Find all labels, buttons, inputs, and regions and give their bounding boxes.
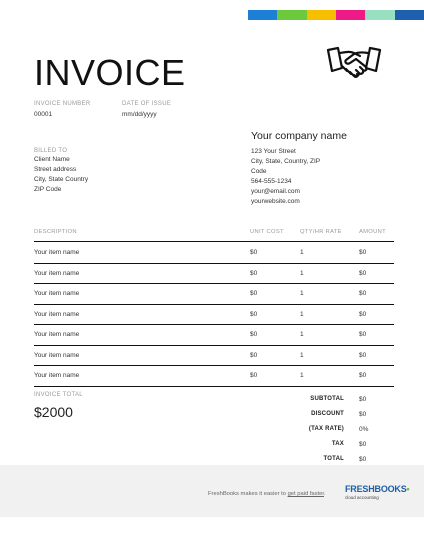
total-label: TOTAL [323,456,344,462]
item-description: Your item name [34,290,80,297]
company-line: Code [251,168,267,175]
invoice-number-label: INVOICE NUMBER [34,101,91,107]
table-row [34,305,394,326]
item-amount: $0 [359,290,367,297]
item-description: Your item name [34,372,80,379]
item-unit-cost: $0 [250,372,258,379]
invoice-number-block [34,101,91,120]
brand-fresh: FRESH [345,484,375,494]
header-amount: AMOUNT [359,229,386,235]
item-amount: $0 [359,269,367,277]
freshbooks-logo[interactable] [345,484,409,500]
company-line: City, State, Country, ZIP [251,158,321,165]
discount-label: DISCOUNT [311,411,344,417]
billed-to-label: BILLED TO [34,148,68,154]
get-paid-faster-link[interactable]: get paid faster [287,491,324,497]
table-header [34,229,394,242]
item-description: Your item name [34,310,80,318]
discount-value: $0 [359,411,367,418]
color-strip [248,10,424,20]
billed-to-line: City, State Country [34,176,89,183]
invoice-number-value: 00001 [34,111,53,118]
table-row [34,243,394,264]
item-unit-cost: $0 [250,351,258,359]
footer-message-end: . [324,491,326,497]
billed-to-line: Street address [34,166,77,173]
item-unit-cost: $0 [250,290,258,297]
item-description: Your item name [34,269,80,277]
item-unit-cost: $0 [250,269,258,277]
date-of-issue-value: mm/dd/yyyy [122,111,157,118]
item-description: Your item name [34,249,80,256]
subtotal-label: SUBTOTAL [310,396,344,402]
item-unit-cost: $0 [250,331,258,338]
tax-row [290,441,394,456]
item-unit-cost: $0 [250,310,258,318]
invoice-total-block [34,392,83,420]
company-line: 564-555-1234 [251,178,292,185]
summary-block [290,396,394,471]
strip-blue [248,10,277,20]
table-row [34,366,394,387]
invoice-title: INVOICE [34,52,186,93]
line-items [34,243,394,387]
invoice-total-value: $2000 [34,404,73,420]
freshbooks-wordmark [345,484,409,494]
tax-label: TAX [331,441,344,447]
brand-tagline: cloud accounting [345,495,379,500]
strip-mint [365,10,394,20]
item-amount: $0 [359,249,367,256]
item-qty: 1 [300,331,304,338]
company-line: yourwebsite.com [251,198,300,205]
strip-green [277,10,306,20]
invoice-total-label: INVOICE TOTAL [34,392,83,398]
item-unit-cost: $0 [250,249,258,256]
company-name: Your company name [251,130,347,142]
subtotal-row [290,396,394,411]
item-amount: $0 [359,310,367,318]
item-description: Your item name [34,351,80,359]
footer-message-text: FreshBooks makes it easier to [208,491,288,497]
item-qty: 1 [300,351,304,359]
table-row [34,264,394,285]
company-line: 123 Your Street [251,148,296,155]
item-qty: 1 [300,290,304,297]
company-line: your@email.com [251,188,300,195]
table-row [34,284,394,305]
table-row [34,346,394,367]
item-amount: $0 [359,331,367,338]
date-of-issue-label: DATE OF ISSUE [122,101,172,107]
company-address [251,147,320,207]
leaf-icon: • [406,484,410,494]
tax-value: $0 [359,441,367,448]
item-amount: $0 [359,372,367,379]
item-qty: 1 [300,249,304,256]
table-row [34,325,394,346]
strip-navy [395,10,424,20]
item-qty: 1 [300,372,304,379]
header-unit-cost: UNIT COST [250,229,284,235]
strip-yellow [307,10,336,20]
item-qty: 1 [300,269,304,277]
billed-to-block [34,148,88,195]
footer [0,465,424,517]
item-amount: $0 [359,351,367,359]
brand-books: BOOKS [374,484,407,494]
tax-rate-row [290,426,394,441]
billed-to-line: ZIP Code [34,186,62,193]
tax-rate-label: (TAX RATE) [308,426,344,432]
header-qty: QTY/HR RATE [300,229,342,235]
strip-pink [336,10,365,20]
billed-to-line: Client Name [34,156,70,163]
total-value: $0 [359,456,367,463]
footer-message [208,491,326,497]
subtotal-value: $0 [359,396,367,403]
item-description: Your item name [34,331,80,338]
header-description: DESCRIPTION [34,229,77,235]
date-of-issue-block [122,101,171,120]
handshake-icon [326,44,382,84]
item-qty: 1 [300,310,304,318]
tax-rate-value: 0% [359,426,369,433]
discount-row [290,411,394,426]
